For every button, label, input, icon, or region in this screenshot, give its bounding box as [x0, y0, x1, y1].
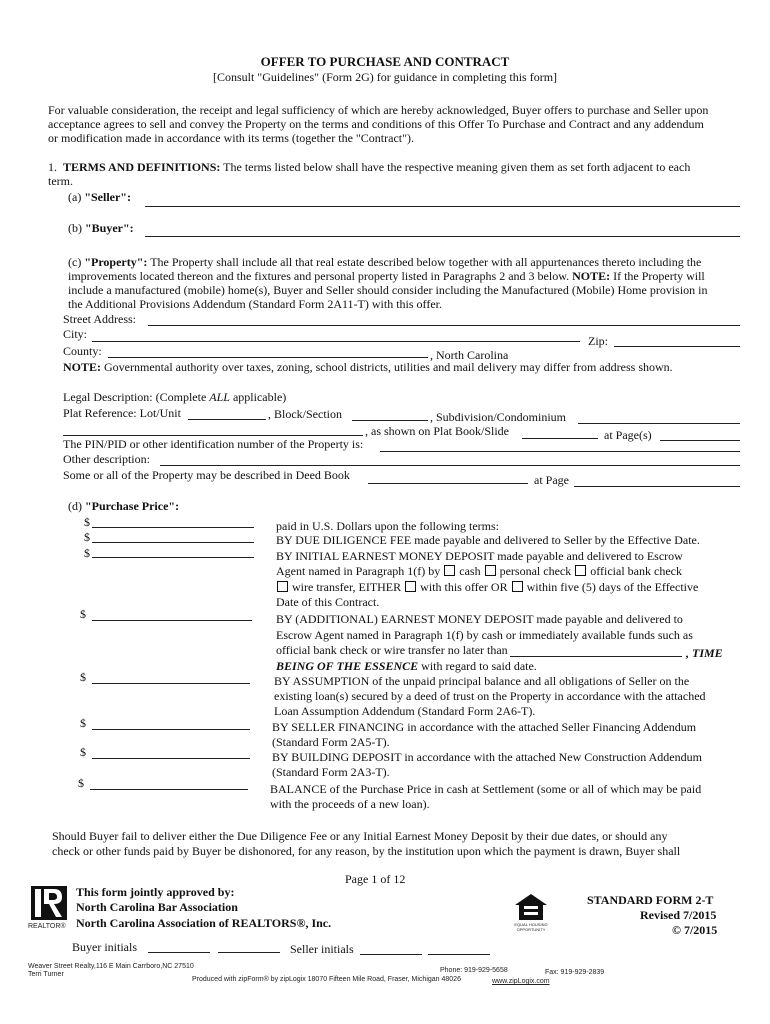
form-title: OFFER TO PURCHASE AND CONTRACT	[260, 54, 510, 69]
plat-book-label: , as shown on Plat Book/Slide	[365, 424, 510, 438]
at-pages-field[interactable]	[660, 440, 740, 441]
approved-text: This form jointly approved by:	[76, 885, 235, 899]
county-label: County:	[63, 344, 102, 358]
within-five-days-checkbox[interactable]	[512, 581, 523, 592]
assumption-text: Loan Assumption Addendum (Standard Form 2A6-T).	[274, 704, 536, 718]
subdivision-field[interactable]	[578, 423, 740, 424]
intro-line: For valuable consideration, the receipt and legal sufficiency of which are hereby acknowledged, Buyer offers to purchase and Seller upon	[48, 103, 709, 117]
purchase-price-amount[interactable]	[92, 527, 254, 528]
dollar-sign: $	[80, 745, 86, 759]
dollar-sign: $	[80, 670, 86, 684]
zip-label: Zip:	[588, 334, 608, 348]
initial-deposit-options: Agent named in Paragraph 1(f) by cash personal check official bank check	[276, 564, 682, 578]
seller-initials-label: Seller initials	[290, 942, 354, 956]
time-text: , TIME	[686, 646, 723, 660]
pin-label: The PIN/PID or other identification number of the Property is:	[63, 437, 364, 451]
additional-deposit-text: official bank check or wire transfer no later than	[276, 643, 508, 657]
equal-housing-logo	[513, 892, 549, 934]
cash-checkbox[interactable]	[444, 565, 455, 576]
property-line: improvements located thereon and the fixtures and personal property listed in Paragraphs 2 and 3 below. NOTE: If the Property will	[68, 269, 705, 283]
street-address-field[interactable]	[148, 325, 740, 326]
at-pages-label: at Page(s)	[604, 428, 652, 442]
seller-field[interactable]	[145, 206, 740, 207]
street-address-label: Street Address:	[63, 312, 136, 326]
property-line: the Additional Provisions Addendum (Standard Form 2A11-T) with this offer.	[68, 297, 442, 311]
assumption-text: existing loan(s) secured by a deed of trust on the Property in accordance with the attached	[274, 689, 706, 703]
building-deposit-amount[interactable]	[92, 758, 250, 759]
seller-label: (a) "Seller":	[68, 190, 131, 204]
dollar-sign: $	[84, 515, 90, 529]
closing-paragraph: check or other funds paid by Buyer be dishonored, for any reason, by the institution upon which the payment is drawn, Buyer shall	[52, 844, 681, 858]
buyer-initials-field-1[interactable]	[148, 952, 210, 953]
time-essence-text: BEING OF THE ESSENCE with regard to said date.	[276, 659, 537, 673]
zip-field[interactable]	[614, 346, 740, 347]
subdivision-label: , Subdivision/Condominium	[430, 410, 567, 424]
due-diligence-text: BY DUE DILIGENCE FEE made payable and delivered to Seller by the Effective Date.	[276, 533, 700, 547]
dollar-sign: $	[84, 546, 90, 560]
copyright: © 7/2015	[672, 923, 718, 937]
seller-financing-text: BY SELLER FINANCING in accordance with the attached Seller Financing Addendum	[272, 720, 697, 734]
lot-unit-field[interactable]	[188, 419, 266, 420]
section-1-heading-cont: term.	[48, 174, 73, 188]
note-governmental: NOTE: Governmental authority over taxes, zoning, school districts, utilities and mail delivery may differ from address shown.	[63, 360, 673, 374]
plat-book-field[interactable]	[522, 438, 598, 439]
buyer-field[interactable]	[145, 236, 740, 237]
page-number: Page 1 of 12	[345, 872, 406, 886]
standard-form: STANDARD FORM 2-T	[587, 893, 714, 907]
fax: Fax: 919-929-2839	[545, 969, 605, 976]
paid-terms-text: paid in U.S. Dollars upon the following terms:	[276, 519, 499, 533]
assumption-text: BY ASSUMPTION of the unpaid principal balance and all obligations of Seller on the	[274, 674, 690, 688]
plat-reference-label: Plat Reference: Lot/Unit	[63, 406, 181, 420]
with-offer-checkbox[interactable]	[405, 581, 416, 592]
other-description-field[interactable]	[160, 465, 740, 466]
phone: Phone: 919-929-5658	[440, 967, 508, 974]
at-page-field[interactable]	[574, 486, 740, 487]
seller-initials-field-2[interactable]	[428, 954, 490, 955]
intro-line: acceptance agrees to sell and convey the Property on the terms and conditions of this Offer To Purchase and Contract and any addendum	[48, 117, 704, 131]
agency-address: Weaver Street Realty,116 E Main Carrboro,NC 27510	[28, 963, 194, 970]
pin-field[interactable]	[380, 451, 740, 452]
revised-date: Revised 7/2015	[640, 908, 717, 922]
balance-text: with the proceeds of a new loan).	[270, 797, 430, 811]
initial-deposit-options: wire transfer, EITHER with this offer OR within five (5) days of the Effective	[276, 580, 698, 594]
balance-amount[interactable]	[90, 789, 248, 790]
seller-initials-field-1[interactable]	[360, 954, 422, 955]
seller-financing-text: (Standard Form 2A5-T).	[272, 735, 390, 749]
dollar-sign: $	[84, 530, 90, 544]
property-line: include a manufactured (mobile) home(s), Buyer and Seller should consider including the Manufactured (Mobile) Home provision in	[68, 283, 708, 297]
equal-housing-text: EQUAL HOUSING OPPORTUNITY	[514, 922, 548, 932]
subdivision-field-cont[interactable]	[63, 435, 363, 436]
block-section-field[interactable]	[352, 420, 428, 421]
initial-deposit-amount[interactable]	[92, 557, 254, 558]
building-deposit-text: BY BUILDING DEPOSIT in accordance with the attached New Construction Addendum	[272, 750, 702, 764]
buyer-label: (b) "Buyer":	[68, 221, 134, 235]
equal-housing-icon	[513, 892, 549, 922]
realtor-r-icon	[30, 885, 68, 921]
property-line: (c) "Property": The Property shall include all that real estate described below together with all appurtenances thereto including the	[68, 255, 702, 269]
dollar-sign: $	[80, 716, 86, 730]
realtors-association: North Carolina Association of REALTORS®, Inc.	[76, 916, 332, 930]
at-page-label: at Page	[534, 473, 569, 487]
buyer-initials-field-2[interactable]	[218, 952, 280, 953]
city-field[interactable]	[92, 341, 580, 342]
initial-deposit-text: BY INITIAL EARNEST MONEY DEPOSIT made payable and delivered to Escrow	[276, 549, 683, 563]
deed-book-field[interactable]	[368, 483, 528, 484]
additional-deposit-text: Escrow Agent named in Paragraph 1(f) by cash or immediately available funds such as	[276, 628, 693, 642]
block-section-label: , Block/Section	[268, 407, 342, 421]
produced-by: Produced with zipForm® by zipLogix 18070 Fifteen Mile Road, Fraser, Michigan 48026	[192, 976, 461, 983]
dollar-sign: $	[80, 607, 86, 621]
bar-association: North Carolina Bar Association	[76, 900, 238, 914]
bank-check-checkbox[interactable]	[575, 565, 586, 576]
building-deposit-text: (Standard Form 2A3-T).	[272, 765, 390, 779]
personal-check-checkbox[interactable]	[485, 565, 496, 576]
buyer-initials-label: Buyer initials	[72, 940, 137, 954]
purchase-price-label: (d) "Purchase Price":	[68, 499, 180, 513]
additional-deposit-date[interactable]	[510, 656, 682, 657]
assumption-amount[interactable]	[92, 683, 250, 684]
intro-line: or modification made in accordance with its terms (together the "Contract").	[48, 131, 415, 145]
form-subtitle: [Consult "Guidelines" (Form 2G) for guidance in completing this form]	[212, 70, 558, 84]
ziplogix-link[interactable]: www.zipLogix.com	[492, 978, 550, 985]
additional-deposit-amount[interactable]	[92, 620, 252, 621]
city-label: City:	[63, 327, 88, 341]
state-text: , North Carolina	[430, 348, 509, 362]
agent-name: Terri Turner	[28, 971, 64, 978]
realtor-logo	[30, 885, 68, 931]
other-description-label: Other description:	[63, 452, 150, 466]
closing-paragraph: Should Buyer fail to deliver either the Due Diligence Fee or any Initial Earnest Money Deposit by their due dates, or should any	[52, 829, 668, 843]
realtor-mark: REALTOR®	[28, 923, 66, 930]
legal-description-heading: Legal Description: (Complete ALL applicable)	[63, 390, 287, 404]
initial-deposit-text: Date of this Contract.	[276, 595, 380, 609]
additional-deposit-text: BY (ADDITIONAL) EARNEST MONEY DEPOSIT made payable and delivered to	[276, 612, 683, 626]
due-diligence-amount[interactable]	[92, 542, 254, 543]
balance-text: BALANCE of the Purchase Price in cash at Settlement (some or all of which may be paid	[270, 782, 702, 796]
wire-transfer-checkbox[interactable]	[277, 581, 288, 592]
seller-financing-amount[interactable]	[92, 729, 250, 730]
section-1-heading: 1. TERMS AND DEFINITIONS: The terms listed below shall have the respective meaning given them as set forth adjacent to each	[48, 160, 691, 174]
dollar-sign: $	[78, 776, 84, 790]
deed-book-label: Some or all of the Property may be described in Deed Book	[63, 468, 350, 482]
county-field[interactable]	[108, 357, 428, 358]
